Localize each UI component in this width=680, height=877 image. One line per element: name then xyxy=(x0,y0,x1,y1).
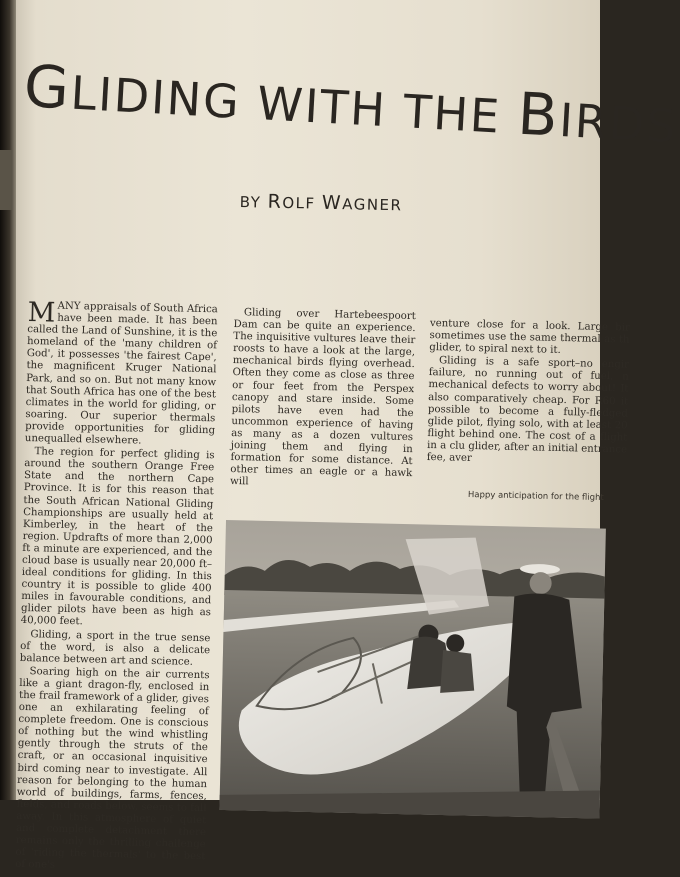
article-byline: BY ROLF WAGNER xyxy=(239,190,403,215)
text-column-3 xyxy=(427,318,630,470)
drop-cap: M xyxy=(27,297,56,329)
paragraph: Gliding over Hartebeespoort Dam can be quite an experience. The inquisitive vultures leave their roosts to have a look at the large, mechanical birds flying overhead. Often they come as close as three or four feet from the Perspex canopy and stare inside. Some pilots have even had the uncommon experience of having as many as a dozen vultures joining them and flying in formation for some distance. At other times an eagle or a hawk will xyxy=(229,307,416,488)
passenger-body xyxy=(440,650,475,694)
paragraph: MANY appraisals of South Africa have been made. It has been called the Land of Sunshine, it is the homeland of the 'many children of God', it possesses 'the fairest Cape', the magnificent Kruger National Park, and so on. But not many know that South Africa has one of the best climates in the world for gliding, or soaring. Our superior thermals provide opportunities for gliding unequalled elsewhere. xyxy=(24,297,218,447)
text-column-1 xyxy=(15,297,218,877)
paragraph: Soaring high on the air currents like a giant dragon-fly, enclosed in the frail framework of a glider, gives one an exhilarating feeling of complete freedom. One is conscious of nothing but the wind whistling gently through the struts of the craft, or an occasional inquisitive bird coming near to investigate. All reason for belonging to the human world of buildings, farms, fences, fields, and roads below, seems to fall away. In this atmosphere of quiet and complete detachment there remains only the thrilling challenge of 'riding the thermals' to the best of one's xyxy=(15,665,210,872)
glider-photo xyxy=(219,520,605,819)
paragraph: venture close for a look. Large bir sometimes use the same thermal as th glider, to spiral next to it. xyxy=(429,318,630,357)
photo-caption: Happy anticipation for the flight xyxy=(467,490,604,504)
spine-tab xyxy=(0,150,12,210)
article-title: GLIDING WITH THE BIRDS xyxy=(22,52,679,154)
paragraph: The region for perfect gliding is around the southern Orange Free State and the northern Cape Province. It is for this reason that the South African National Gliding Championships are usually held at Kimberley, in the heart of the region. Updrafts of more than 2,000 ft a minute are experienced, and the cloud base is usually near 20,000 ft–ideal conditions for gliding. In this country it is possible to glide 400 miles in favourable conditions, and glider pilots have been as high as 40,000 feet. xyxy=(20,446,215,628)
book-spine xyxy=(0,0,16,800)
paragraph: Gliding, a sport in the true sense of the word, is also a delicate balance between art and science. xyxy=(19,628,211,668)
text-column-2 xyxy=(230,307,416,493)
paragraph: Gliding is a safe sport–no engir failure, no running out of fuel, n mechanical defects to worry about! It also comparatively cheap. For R60 it possible to become a fully-fledged glide pilot, flying solo, with at least 20 flight behind one. The cost of a flight in a clu glider, after an initial entrance fee, aver xyxy=(426,355,630,465)
